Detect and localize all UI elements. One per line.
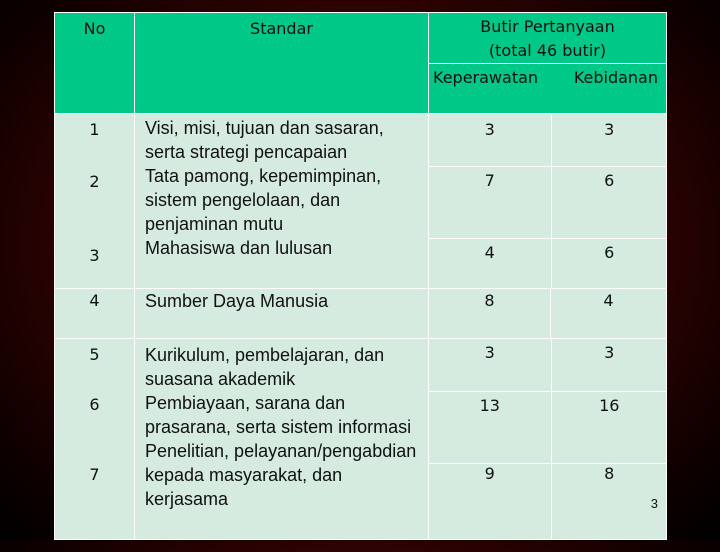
no-cell-group-2 [55,339,135,540]
header-no: No [55,13,135,114]
standar-text: Kurikulum, pembelajaran, dan suasana akademik [145,345,385,389]
keperawatan-value: 3 [429,339,551,391]
row-number: 6 [89,395,100,414]
standar-text: Mahasiswa dan lulusan [145,238,333,258]
values-cell-group-2 [429,339,667,540]
row-number: 3 [89,246,100,265]
header-butir-total: (total 46 butir) [488,41,607,60]
keperawatan-value: 7 [429,166,551,238]
header-kebidanan: Kebidanan [573,68,658,87]
standar-text: Tata pamong, kepemimpinan, sistem pengelolaan, dan penjaminan mutu [145,166,382,234]
standar-cell-group-2 [135,339,429,540]
header-standar: Standar [135,13,429,114]
keperawatan-value: 8 [429,289,551,339]
row-number: 1 [89,120,100,139]
kebidanan-value: 3 [551,114,667,166]
header-butir-title: Butir Pertanyaan [480,17,615,36]
standards-table [54,12,667,540]
kebidanan-value: 3 [551,339,667,391]
kebidanan-value: 6 [551,238,667,288]
subheader-cell [429,64,667,114]
values-cell-group-1 [429,114,667,289]
standar-cell-group-1 [135,114,429,289]
keperawatan-value: 3 [429,114,551,166]
page-number: 3 [650,496,658,511]
row-number: 4 [55,289,135,339]
standar-text: Sumber Daya Manusia [135,289,429,339]
no-cell-group-1 [55,114,135,289]
standar-text: Penelitian, pelayanan/pengabdian kepada masyarakat, dan kerjasama [145,441,417,509]
kebidanan-value: 6 [551,166,667,238]
table-row-4 [55,289,667,339]
kebidanan-value: 4 [551,289,667,339]
table-row-group-2 [55,339,667,540]
header-keperawatan: Keperawatan [433,68,539,87]
row-number: 5 [89,345,100,364]
keperawatan-value: 4 [429,238,551,288]
row-number: 2 [89,172,100,191]
header-row [55,13,667,64]
standards-table-container [54,12,666,552]
header-butir [429,13,667,64]
table-row-group-1 [55,114,667,289]
kebidanan-value: 16 [551,391,667,463]
keperawatan-value: 9 [429,463,551,539]
standar-text: Visi, misi, tujuan dan sasaran, serta strategi pencapaian [145,118,384,162]
standar-text: Pembiayaan, sarana dan prasarana, serta sistem informasi [145,393,412,437]
kebidanan-value: 8 [551,463,667,539]
keperawatan-value: 13 [429,391,551,463]
row-number: 7 [89,465,100,484]
